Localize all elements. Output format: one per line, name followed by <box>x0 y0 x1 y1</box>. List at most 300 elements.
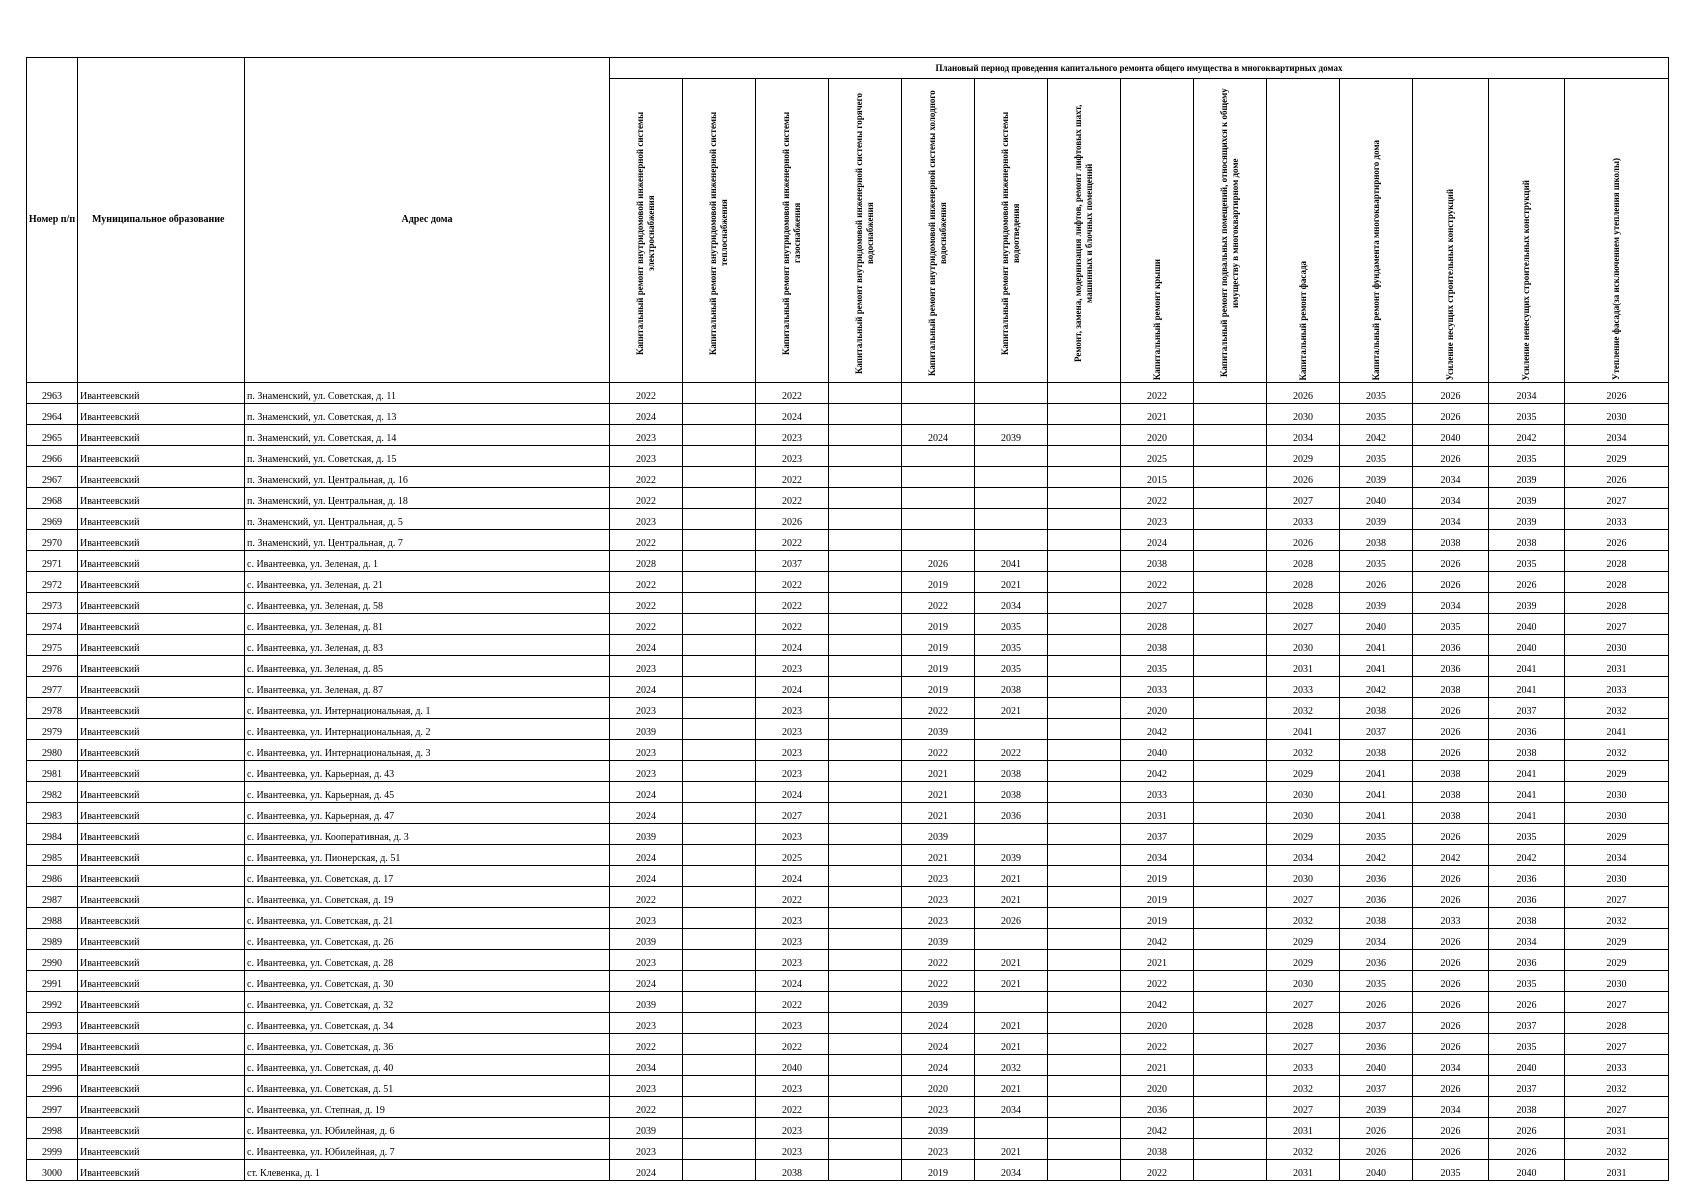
header-work-6 <box>975 79 1048 383</box>
row-number-cell: 2982 <box>27 782 78 803</box>
year-cell: 2035 <box>1413 614 1489 635</box>
municipality-cell: Ивантеевский <box>78 929 245 950</box>
year-cell <box>1194 1097 1267 1118</box>
year-cell <box>829 971 902 992</box>
year-cell: 2024 <box>610 635 683 656</box>
year-cell: 2026 <box>1413 950 1489 971</box>
address-cell: п. Знаменский, ул. Центральная, д. 16 <box>245 467 610 488</box>
table-row <box>27 635 1669 656</box>
year-cell <box>975 404 1048 425</box>
year-cell: 2023 <box>610 908 683 929</box>
year-cell: 2041 <box>1340 656 1413 677</box>
year-cell: 2023 <box>610 1076 683 1097</box>
year-cell: 2024 <box>756 782 829 803</box>
year-cell: 2027 <box>1267 614 1340 635</box>
year-cell: 2030 <box>1565 803 1669 824</box>
municipality-cell: Ивантеевский <box>78 950 245 971</box>
row-number-cell: 2966 <box>27 446 78 467</box>
header-address: Адрес дома <box>245 58 610 383</box>
year-cell: 2039 <box>610 929 683 950</box>
year-cell: 2019 <box>902 614 975 635</box>
year-cell: 2039 <box>610 824 683 845</box>
year-cell <box>902 467 975 488</box>
table-row <box>27 467 1669 488</box>
year-cell: 2038 <box>756 1160 829 1181</box>
year-cell: 2024 <box>610 971 683 992</box>
year-cell: 2022 <box>610 887 683 908</box>
year-cell <box>1048 572 1121 593</box>
year-cell: 2035 <box>1340 824 1413 845</box>
table-row <box>27 803 1669 824</box>
year-cell: 2021 <box>902 845 975 866</box>
year-cell: 2026 <box>1340 1139 1413 1160</box>
year-cell: 2038 <box>1413 761 1489 782</box>
year-cell: 2038 <box>1413 677 1489 698</box>
year-cell: 2035 <box>1340 383 1413 404</box>
year-cell: 2040 <box>1489 1160 1565 1181</box>
header-row-group <box>27 58 1669 79</box>
year-cell: 2036 <box>1340 887 1413 908</box>
year-cell: 2040 <box>1340 1055 1413 1076</box>
year-cell <box>683 425 756 446</box>
row-number-cell: 2990 <box>27 950 78 971</box>
year-cell: 2021 <box>975 1076 1048 1097</box>
row-number-cell: 2991 <box>27 971 78 992</box>
municipality-cell: Ивантеевский <box>78 971 245 992</box>
municipality-cell: Ивантеевский <box>78 677 245 698</box>
year-cell <box>1048 782 1121 803</box>
year-cell: 2026 <box>1413 446 1489 467</box>
year-cell: 2023 <box>902 1097 975 1118</box>
year-cell: 2039 <box>902 719 975 740</box>
year-cell <box>1194 1034 1267 1055</box>
header-work-8 <box>1121 79 1194 383</box>
header-work-label: Усиление несущих строительных конструкций <box>1445 189 1456 381</box>
year-cell: 2033 <box>1267 509 1340 530</box>
year-cell <box>829 656 902 677</box>
year-cell: 2023 <box>756 950 829 971</box>
year-cell <box>829 992 902 1013</box>
year-cell: 2041 <box>1340 635 1413 656</box>
header-work-10 <box>1267 79 1340 383</box>
table-row <box>27 1160 1669 1181</box>
year-cell <box>902 404 975 425</box>
year-cell: 2030 <box>1267 404 1340 425</box>
year-cell <box>683 803 756 824</box>
year-cell: 2031 <box>1121 803 1194 824</box>
row-number-cell: 2974 <box>27 614 78 635</box>
year-cell <box>683 593 756 614</box>
year-cell <box>683 509 756 530</box>
year-cell: 2021 <box>975 572 1048 593</box>
municipality-cell: Ивантеевский <box>78 572 245 593</box>
year-cell: 2041 <box>975 551 1048 572</box>
year-cell: 2022 <box>902 593 975 614</box>
address-cell: п. Знаменский, ул. Советская, д. 13 <box>245 404 610 425</box>
year-cell: 2038 <box>1489 530 1565 551</box>
year-cell <box>1048 1097 1121 1118</box>
table-row <box>27 929 1669 950</box>
header-work-label: Капитальный ремонт фасада <box>1297 261 1308 381</box>
year-cell <box>829 1118 902 1139</box>
year-cell <box>683 929 756 950</box>
year-cell <box>683 866 756 887</box>
year-cell: 2038 <box>1340 908 1413 929</box>
year-cell: 2028 <box>1267 1013 1340 1034</box>
year-cell: 2034 <box>1267 425 1340 446</box>
table-row <box>27 1118 1669 1139</box>
year-cell: 2021 <box>1121 1055 1194 1076</box>
year-cell: 2040 <box>1489 1055 1565 1076</box>
year-cell <box>975 488 1048 509</box>
year-cell: 2031 <box>1267 1118 1340 1139</box>
year-cell: 2035 <box>1413 1160 1489 1181</box>
year-cell <box>829 1097 902 1118</box>
header-work-13 <box>1489 79 1565 383</box>
year-cell <box>1048 530 1121 551</box>
year-cell <box>1048 887 1121 908</box>
address-cell: с. Ивантеевка, ул. Зеленая, д. 58 <box>245 593 610 614</box>
year-cell <box>1048 1139 1121 1160</box>
year-cell <box>902 446 975 467</box>
municipality-cell: Ивантеевский <box>78 992 245 1013</box>
year-cell: 2034 <box>1565 845 1669 866</box>
year-cell: 2023 <box>756 425 829 446</box>
year-cell <box>1194 1118 1267 1139</box>
year-cell: 2035 <box>1489 971 1565 992</box>
row-number-cell: 2979 <box>27 719 78 740</box>
year-cell <box>683 1076 756 1097</box>
table-row <box>27 992 1669 1013</box>
row-number-cell: 2968 <box>27 488 78 509</box>
year-cell: 2039 <box>1340 467 1413 488</box>
year-cell: 2040 <box>1413 425 1489 446</box>
year-cell: 2021 <box>902 803 975 824</box>
row-number-cell: 2987 <box>27 887 78 908</box>
municipality-cell: Ивантеевский <box>78 803 245 824</box>
year-cell: 2029 <box>1267 929 1340 950</box>
year-cell: 2026 <box>1413 887 1489 908</box>
municipality-cell: Ивантеевский <box>78 425 245 446</box>
year-cell <box>829 1034 902 1055</box>
year-cell: 2022 <box>610 572 683 593</box>
year-cell <box>683 1139 756 1160</box>
year-cell: 2022 <box>756 572 829 593</box>
year-cell: 2039 <box>1489 593 1565 614</box>
table-row <box>27 782 1669 803</box>
year-cell: 2023 <box>756 929 829 950</box>
year-cell <box>1048 866 1121 887</box>
year-cell: 2027 <box>1121 593 1194 614</box>
year-cell: 2031 <box>1565 1160 1669 1181</box>
year-cell: 2026 <box>1565 383 1669 404</box>
municipality-cell: Ивантеевский <box>78 1118 245 1139</box>
year-cell <box>1194 530 1267 551</box>
year-cell: 2041 <box>1267 719 1340 740</box>
year-cell <box>829 782 902 803</box>
year-cell: 2027 <box>1267 1034 1340 1055</box>
year-cell: 2027 <box>1267 488 1340 509</box>
year-cell: 2022 <box>902 740 975 761</box>
year-cell: 2030 <box>1267 782 1340 803</box>
municipality-cell: Ивантеевский <box>78 887 245 908</box>
year-cell: 2026 <box>1489 1139 1565 1160</box>
year-cell <box>1194 593 1267 614</box>
year-cell <box>829 866 902 887</box>
year-cell: 2022 <box>1121 572 1194 593</box>
year-cell <box>829 803 902 824</box>
year-cell: 2036 <box>1489 866 1565 887</box>
year-cell: 2023 <box>610 698 683 719</box>
year-cell <box>683 824 756 845</box>
year-cell: 2034 <box>975 593 1048 614</box>
year-cell: 2022 <box>1121 1160 1194 1181</box>
year-cell <box>902 488 975 509</box>
year-cell: 2040 <box>1489 635 1565 656</box>
year-cell: 2026 <box>756 509 829 530</box>
year-cell: 2033 <box>1267 1055 1340 1076</box>
row-number-cell: 2999 <box>27 1139 78 1160</box>
header-work-label: Капитальный ремонт внутридомовой инженерной системы газоснабжения <box>781 110 802 355</box>
year-cell: 2028 <box>1565 551 1669 572</box>
address-cell: с. Ивантеевка, ул. Зеленая, д. 81 <box>245 614 610 635</box>
year-cell: 2029 <box>1267 446 1340 467</box>
year-cell: 2038 <box>1413 803 1489 824</box>
year-cell: 2033 <box>1121 782 1194 803</box>
table-row <box>27 425 1669 446</box>
year-cell: 2037 <box>1340 1013 1413 1034</box>
year-cell: 2038 <box>1413 782 1489 803</box>
year-cell: 2022 <box>610 530 683 551</box>
row-number-cell: 2977 <box>27 677 78 698</box>
address-cell: с. Ивантеевка, ул. Карьерная, д. 43 <box>245 761 610 782</box>
year-cell <box>829 740 902 761</box>
year-cell <box>829 698 902 719</box>
header-work-label: Капитальный ремонт внутридомовой инженерной системы водоотведения <box>1000 110 1021 355</box>
year-cell: 2027 <box>1565 488 1669 509</box>
year-cell: 2038 <box>1121 1139 1194 1160</box>
year-cell: 2038 <box>1121 635 1194 656</box>
year-cell: 2026 <box>1413 551 1489 572</box>
year-cell: 2035 <box>1121 656 1194 677</box>
table-row <box>27 614 1669 635</box>
municipality-cell: Ивантеевский <box>78 1013 245 1034</box>
year-cell: 2034 <box>1413 1097 1489 1118</box>
year-cell: 2029 <box>1565 446 1669 467</box>
year-cell: 2032 <box>1267 698 1340 719</box>
table-row <box>27 656 1669 677</box>
year-cell: 2034 <box>1340 929 1413 950</box>
table-row <box>27 908 1669 929</box>
year-cell: 2029 <box>1565 761 1669 782</box>
year-cell <box>1194 971 1267 992</box>
row-number-cell: 2972 <box>27 572 78 593</box>
year-cell <box>829 530 902 551</box>
year-cell: 2034 <box>1565 425 1669 446</box>
year-cell: 2024 <box>756 866 829 887</box>
address-cell: п. Знаменский, ул. Советская, д. 11 <box>245 383 610 404</box>
year-cell: 2031 <box>1267 656 1340 677</box>
year-cell: 2023 <box>756 656 829 677</box>
year-cell: 2033 <box>1565 677 1669 698</box>
year-cell: 2026 <box>902 551 975 572</box>
year-cell: 2039 <box>1489 467 1565 488</box>
table-row <box>27 593 1669 614</box>
year-cell: 2026 <box>1489 992 1565 1013</box>
year-cell <box>829 404 902 425</box>
year-cell <box>683 677 756 698</box>
header-work-label: Утепление фасада(за исключением утепления школы) <box>1611 158 1622 381</box>
year-cell: 2039 <box>902 824 975 845</box>
municipality-cell: Ивантеевский <box>78 1160 245 1181</box>
year-cell: 2027 <box>1267 1097 1340 1118</box>
row-number-cell: 2997 <box>27 1097 78 1118</box>
year-cell: 2032 <box>1267 1139 1340 1160</box>
year-cell: 2026 <box>1413 992 1489 1013</box>
year-cell: 2028 <box>1267 593 1340 614</box>
year-cell <box>829 593 902 614</box>
year-cell <box>683 782 756 803</box>
year-cell: 2038 <box>1340 698 1413 719</box>
header-work-7 <box>1048 79 1121 383</box>
year-cell: 2027 <box>1565 1097 1669 1118</box>
year-cell: 2021 <box>975 887 1048 908</box>
year-cell: 2021 <box>975 1013 1048 1034</box>
year-cell: 2026 <box>1413 1118 1489 1139</box>
year-cell: 2024 <box>1121 530 1194 551</box>
year-cell: 2019 <box>902 635 975 656</box>
year-cell <box>1194 824 1267 845</box>
year-cell <box>829 950 902 971</box>
header-work-12 <box>1413 79 1489 383</box>
year-cell: 2033 <box>1565 1055 1669 1076</box>
year-cell: 2022 <box>756 992 829 1013</box>
year-cell <box>683 530 756 551</box>
year-cell: 2036 <box>1413 635 1489 656</box>
table-row <box>27 572 1669 593</box>
year-cell: 2029 <box>1565 824 1669 845</box>
year-cell <box>1194 887 1267 908</box>
year-cell <box>1048 803 1121 824</box>
year-cell: 2024 <box>610 866 683 887</box>
header-municipality: Муниципальное образование <box>78 58 245 383</box>
year-cell: 2023 <box>756 1076 829 1097</box>
year-cell: 2024 <box>610 404 683 425</box>
year-cell: 2039 <box>1340 593 1413 614</box>
year-cell <box>975 509 1048 530</box>
year-cell: 2042 <box>1489 845 1565 866</box>
address-cell: с. Ивантеевка, ул. Советская, д. 26 <box>245 929 610 950</box>
address-cell: с. Ивантеевка, ул. Зеленая, д. 21 <box>245 572 610 593</box>
address-cell: с. Ивантеевка, ул. Зеленая, д. 1 <box>245 551 610 572</box>
year-cell <box>829 677 902 698</box>
year-cell <box>1048 950 1121 971</box>
year-cell: 2030 <box>1267 635 1340 656</box>
year-cell: 2036 <box>1489 719 1565 740</box>
year-cell: 2042 <box>1340 677 1413 698</box>
year-cell: 2023 <box>902 908 975 929</box>
year-cell: 2040 <box>1340 488 1413 509</box>
table-row <box>27 719 1669 740</box>
row-number-cell: 2967 <box>27 467 78 488</box>
year-cell: 2026 <box>1413 971 1489 992</box>
year-cell <box>829 845 902 866</box>
address-cell: с. Ивантеевка, ул. Советская, д. 34 <box>245 1013 610 1034</box>
year-cell: 2015 <box>1121 467 1194 488</box>
year-cell: 2023 <box>610 656 683 677</box>
year-cell: 2039 <box>902 992 975 1013</box>
municipality-cell: Ивантеевский <box>78 908 245 929</box>
year-cell <box>683 971 756 992</box>
year-cell: 2035 <box>1340 404 1413 425</box>
year-cell <box>1194 740 1267 761</box>
year-cell <box>1194 761 1267 782</box>
year-cell <box>1194 509 1267 530</box>
year-cell: 2021 <box>902 761 975 782</box>
municipality-cell: Ивантеевский <box>78 488 245 509</box>
year-cell: 2034 <box>1413 488 1489 509</box>
year-cell <box>1048 551 1121 572</box>
year-cell: 2025 <box>756 845 829 866</box>
year-cell <box>1194 1139 1267 1160</box>
year-cell: 2022 <box>756 1034 829 1055</box>
year-cell <box>1194 383 1267 404</box>
year-cell <box>975 992 1048 1013</box>
year-cell: 2022 <box>975 740 1048 761</box>
year-cell: 2040 <box>1121 740 1194 761</box>
year-cell <box>1194 845 1267 866</box>
year-cell: 2027 <box>1565 1034 1669 1055</box>
year-cell: 2026 <box>1340 992 1413 1013</box>
year-cell: 2035 <box>1340 446 1413 467</box>
year-cell: 2023 <box>756 824 829 845</box>
year-cell <box>1048 761 1121 782</box>
year-cell <box>975 1118 1048 1139</box>
year-cell <box>683 551 756 572</box>
year-cell: 2024 <box>756 404 829 425</box>
year-cell <box>683 446 756 467</box>
year-cell: 2041 <box>1489 677 1565 698</box>
address-cell: с. Ивантеевка, ул. Кооперативная, д. 3 <box>245 824 610 845</box>
row-number-cell: 2978 <box>27 698 78 719</box>
year-cell <box>1048 614 1121 635</box>
year-cell: 2027 <box>1565 992 1669 1013</box>
year-cell: 2042 <box>1121 929 1194 950</box>
year-cell <box>829 887 902 908</box>
year-cell <box>902 509 975 530</box>
municipality-cell: Ивантеевский <box>78 509 245 530</box>
year-cell <box>1048 1034 1121 1055</box>
year-cell: 2023 <box>610 446 683 467</box>
year-cell: 2035 <box>1489 824 1565 845</box>
address-cell: с. Ивантеевка, ул. Юбилейная, д. 7 <box>245 1139 610 1160</box>
address-cell: п. Знаменский, ул. Центральная, д. 7 <box>245 530 610 551</box>
address-cell: с. Ивантеевка, ул. Советская, д. 30 <box>245 971 610 992</box>
year-cell: 2034 <box>1413 593 1489 614</box>
year-cell: 2019 <box>902 1160 975 1181</box>
table-row <box>27 887 1669 908</box>
table-row <box>27 488 1669 509</box>
year-cell <box>683 1055 756 1076</box>
year-cell <box>1048 488 1121 509</box>
header-planned-period: Плановый период проведения капитального ремонта общего имущества в многоквартирных домах <box>610 58 1669 79</box>
year-cell <box>1194 614 1267 635</box>
year-cell <box>683 1118 756 1139</box>
year-cell <box>1048 1160 1121 1181</box>
year-cell: 2022 <box>902 698 975 719</box>
year-cell: 2034 <box>1413 509 1489 530</box>
year-cell <box>1048 509 1121 530</box>
